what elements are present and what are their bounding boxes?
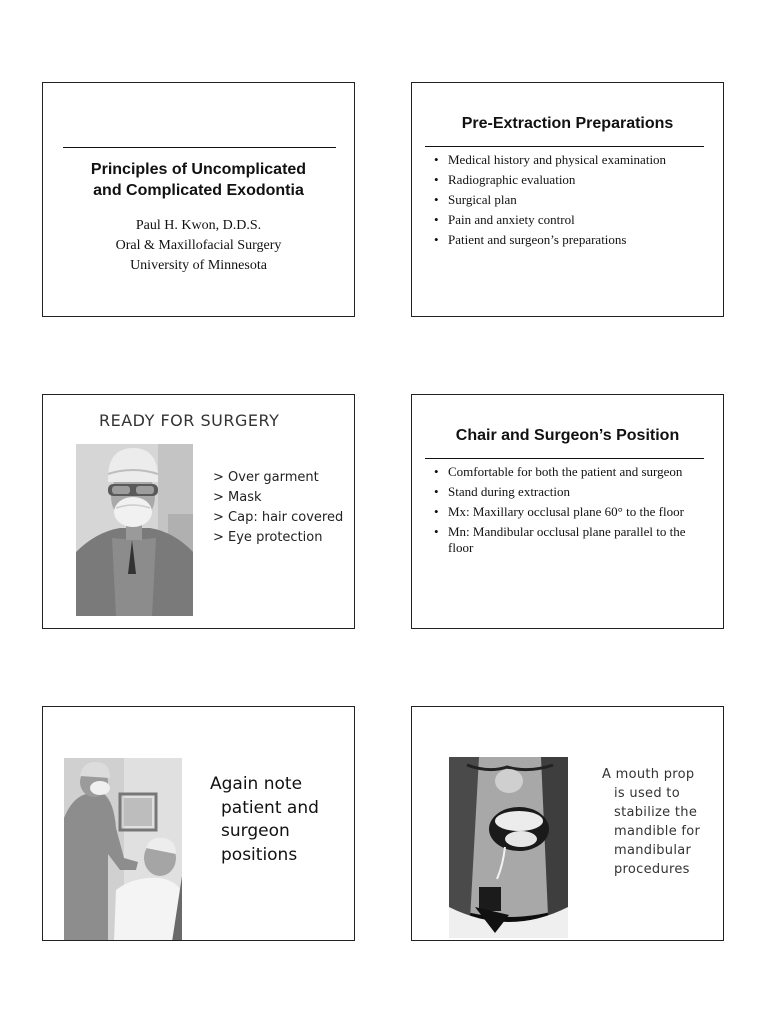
note-line: surgeon [221,821,290,841]
bullet-icon: • [434,524,439,539]
list-item-text: Stand during extraction [448,484,571,499]
note-line: stabilize the [614,805,698,820]
list-item [434,212,709,228]
bullet-icon: • [434,504,439,519]
list-item [434,464,709,480]
bullet-icon: • [434,484,439,499]
list-item-text: Mx: Maxillary occlusal plane 60° to the floor [448,504,684,519]
slide-ready-for-surgery [42,394,355,629]
list-item-text: Comfortable for both the patient and surgeon [448,464,683,479]
bullet-list [434,152,709,252]
list-item [434,152,709,168]
bullet-icon: • [434,212,439,227]
list-item: > Mask [213,490,262,505]
list-item [434,504,709,520]
surgeon-in-gown-photo [76,444,193,616]
list-item-text: Mn: Mandibular occlusal plane parallel to the floor [448,524,686,555]
list-item [434,192,709,208]
list-item: > Over garment [213,470,319,485]
note-line: Again note [210,774,303,794]
surgeon-and-patient-photo [64,758,182,941]
slide-heading: Pre-Extraction Preparations [461,115,674,132]
slide-note-positions [42,706,355,941]
slide-title [42,82,355,317]
title-line-1: Principles of Uncomplicated [90,161,307,178]
note-text [602,765,700,879]
list-item-text: Radiographic evaluation [448,172,576,187]
note-line: procedures [614,862,690,877]
list-item [434,172,709,188]
list-item-text: Medical history and physical examination [448,152,667,167]
list-item: > Cap: hair covered [213,510,344,525]
slide-title-text [43,159,354,201]
bullet-icon: • [434,152,439,167]
title-line-2: and Complicated Exodontia [93,182,304,199]
list-item-text: Patient and surgeon’s preparations [448,232,627,247]
heading-rule [425,458,704,459]
list-item [434,232,709,248]
slide-heading: READY FOR SURGERY [99,411,280,430]
list-item [434,484,709,500]
slide-mouth-prop [411,706,724,941]
note-line: is used to [614,786,680,801]
heading-rule [425,146,704,147]
list-item-text: Surgical plan [448,192,517,207]
checklist [213,468,343,548]
author-block [43,216,354,276]
note-text [210,773,319,867]
author-department: Oral & Maxillofacial Surgery [115,238,282,253]
list-item [434,524,709,556]
note-line: mandibular [614,843,692,858]
list-item-text: Pain and anxiety control [448,212,575,227]
note-line: mandible for [614,824,701,839]
bullet-list [434,464,709,560]
note-line: A mouth prop [602,767,695,782]
note-line: patient and [221,797,319,818]
bullet-icon: • [434,192,439,207]
mouth-prop-photo [449,757,568,938]
bullet-icon: • [434,232,439,247]
note-line: positions [221,844,298,865]
author-university: University of Minnesota [130,258,267,273]
list-item: > Eye protection [213,530,323,545]
slide-chair-position [411,394,724,629]
slide-heading: Chair and Surgeon’s Position [455,427,680,444]
bullet-icon: • [434,464,439,479]
title-rule [63,147,336,148]
author-name: Paul H. Kwon, D.D.S. [135,218,262,233]
bullet-icon: • [434,172,439,187]
slide-pre-extraction [411,82,724,317]
